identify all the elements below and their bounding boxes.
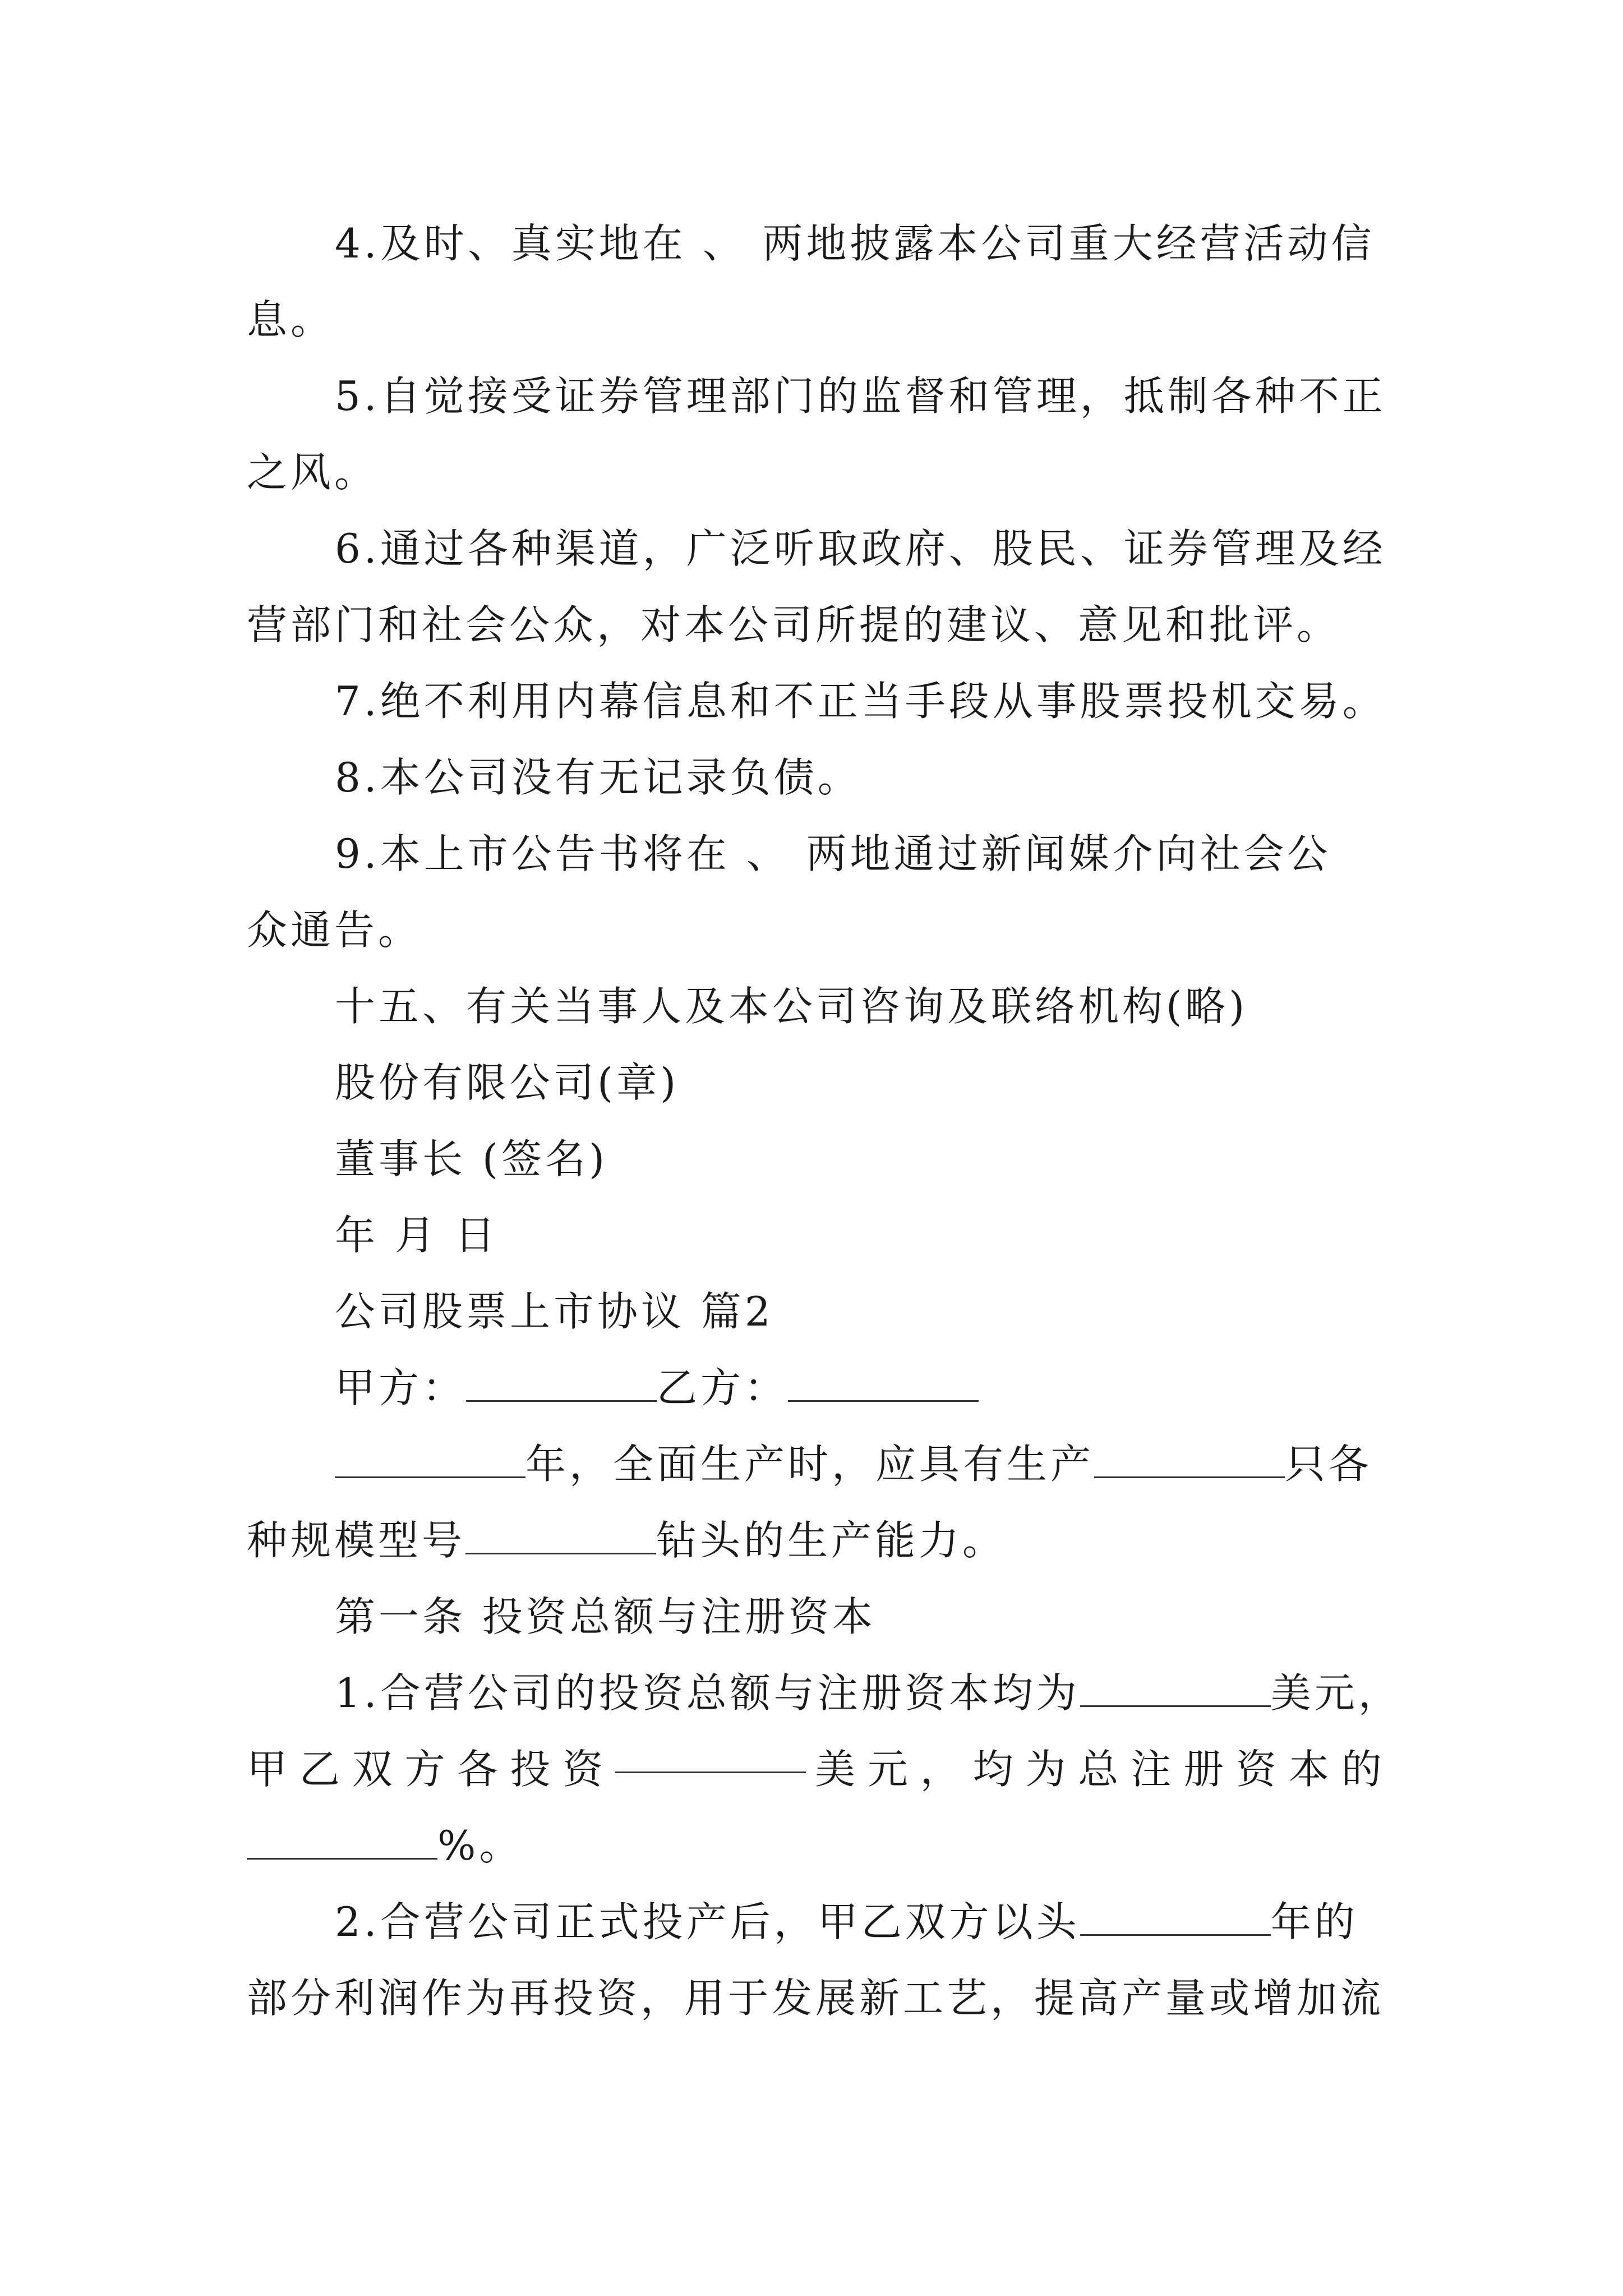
clause-char: 的 bbox=[1341, 1746, 1385, 1793]
clause-char: 投 bbox=[510, 1746, 554, 1793]
agreement-title: 公司股票上市协议 篇2 bbox=[335, 1288, 774, 1335]
capacity-line bbox=[335, 1433, 1385, 1496]
quantity-blank bbox=[1094, 1443, 1285, 1478]
clause-text: 1.合营公司的投资总额与注册资本均为 bbox=[335, 1669, 1080, 1717]
clause-char: 双 bbox=[352, 1746, 396, 1793]
text-line: 6.通过各种渠道，广泛听取政府、股民、证券管理及经 bbox=[335, 525, 1386, 572]
clause-char: 方 bbox=[404, 1746, 449, 1793]
text-line: 众通告。 bbox=[247, 907, 422, 954]
capacity-text: 钻头的生产能力。 bbox=[656, 1517, 1007, 1564]
clause-line bbox=[335, 1890, 1385, 1953]
text-line: 8.本公司没有无记录负债。 bbox=[335, 754, 861, 801]
capacity-text: 只各 bbox=[1285, 1441, 1373, 1488]
clause-char: 资 bbox=[1235, 1746, 1280, 1793]
clause-text: %。 bbox=[437, 1822, 523, 1869]
clause-line: 部分利润作为再投资，用于发展新工艺，提高产量或增加流 bbox=[247, 1975, 1385, 2022]
clause-line-justified bbox=[247, 1738, 1385, 1801]
text-line: 7.绝不利用内幕信息和不正当手段从事股票投机交易。 bbox=[335, 678, 1386, 725]
years-blank bbox=[1080, 1901, 1271, 1936]
chairman-signature-line: 董事长 (签名) bbox=[335, 1135, 608, 1182]
capacity-text: 年，全面生产时，应具有生产 bbox=[525, 1441, 1095, 1488]
clause-text: 2.合营公司正式投产后，甲乙双方以头 bbox=[335, 1898, 1080, 1945]
clause-text: 年的 bbox=[1270, 1898, 1358, 1945]
clause-char: 元 bbox=[867, 1746, 911, 1793]
year-blank bbox=[335, 1443, 525, 1478]
company-seal-line: 股份有限公司(章) bbox=[335, 1059, 680, 1106]
total-investment-blank bbox=[1080, 1672, 1271, 1707]
party-b-blank bbox=[788, 1366, 979, 1402]
text-line: 息。 bbox=[247, 296, 335, 343]
clause-char: 美 bbox=[814, 1746, 859, 1793]
percentage-blank bbox=[247, 1824, 437, 1860]
section-heading: 十五、有关当事人及本公司咨询及联络机构(略) bbox=[335, 983, 1248, 1030]
clause-char: 均 bbox=[972, 1746, 1017, 1793]
clause-char: 甲 bbox=[247, 1746, 291, 1793]
clause-char: 各 bbox=[457, 1746, 501, 1793]
clause-line bbox=[335, 1662, 1402, 1724]
clause-char: 册 bbox=[1183, 1746, 1228, 1793]
capacity-text: 种规模型号 bbox=[247, 1517, 466, 1564]
clause-char: 注 bbox=[1131, 1746, 1175, 1793]
clause-text: 美元， bbox=[1270, 1669, 1402, 1717]
model-blank bbox=[465, 1519, 656, 1554]
party-a-label: 甲方： bbox=[335, 1364, 467, 1411]
article-title: 第一条 投资总额与注册资本 bbox=[335, 1593, 876, 1640]
party-a-blank bbox=[466, 1366, 657, 1402]
text-line: 5.自觉接受证券管理部门的监督和管理，抵制各种不正 bbox=[335, 372, 1386, 420]
each-investment-blank bbox=[615, 1738, 806, 1773]
text-line: 9.本上市公告书将在 、 两地通过新闻媒介向社会公 bbox=[335, 830, 1331, 877]
capacity-line bbox=[247, 1509, 1385, 1572]
clause-line bbox=[247, 1814, 1385, 1877]
text-line: 之风。 bbox=[247, 449, 379, 496]
text-line: 4.及时、真实地在 、 两地披露本公司重大经营活动信 bbox=[335, 220, 1375, 267]
party-b-label: 乙方： bbox=[657, 1364, 789, 1411]
clause-char: 为 bbox=[1025, 1746, 1069, 1793]
text-line: 营部门和社会公众，对本公司所提的建议、意见和批评。 bbox=[247, 601, 1341, 648]
clause-char: 资 bbox=[562, 1746, 607, 1793]
clause-char: 本 bbox=[1288, 1746, 1332, 1793]
clause-char: 乙 bbox=[299, 1746, 343, 1793]
date-line: 年 月 日 bbox=[335, 1212, 499, 1259]
parties-line bbox=[335, 1356, 1385, 1419]
clause-char: 总 bbox=[1078, 1746, 1122, 1793]
clause-char: ， bbox=[920, 1746, 964, 1793]
